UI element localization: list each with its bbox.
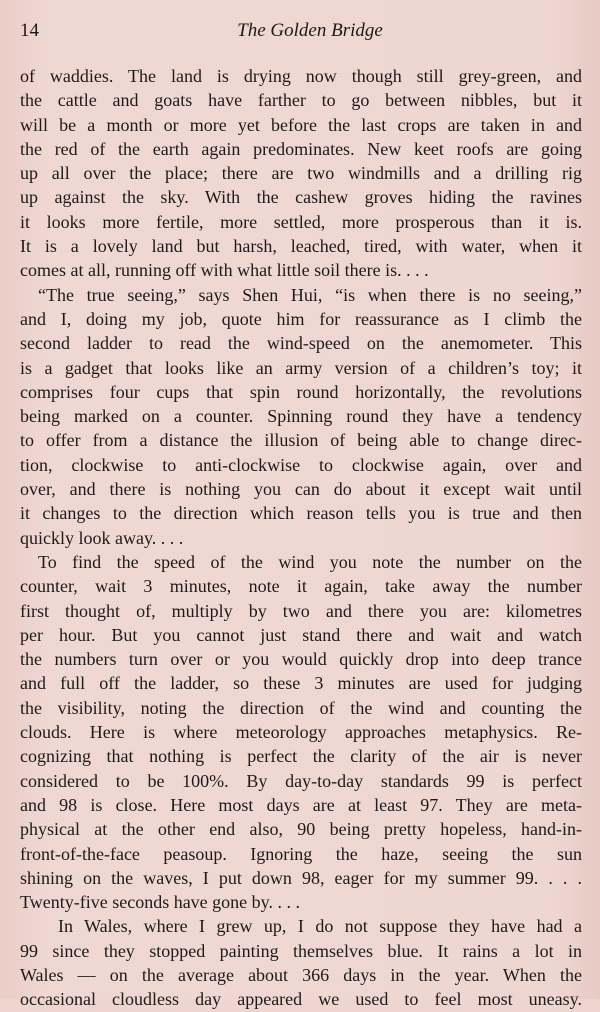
text-line: shining on the waves, I put down 98, eager for my summer 99. . . . (20, 867, 582, 888)
text-line: and I, doing my job, quote him for reassurance as I climb the (20, 308, 582, 329)
body-text (20, 64, 582, 1012)
page-header (20, 18, 580, 44)
text-line: up against the sky. With the cashew groves hiding the ravines (20, 187, 582, 208)
running-title: The Golden Bridge (237, 20, 383, 41)
text-line: considered to be 100%. By day-to-day standards 99 is perfect (20, 770, 582, 791)
text-line: the cattle and goats have farther to go between nibbles, but it (20, 90, 582, 111)
text-line: cognizing that nothing is perfect the clarity of the air is never (20, 746, 582, 767)
text-line: the red of the earth again predominates. New keet roofs are going (20, 138, 582, 159)
text-line: 99 since they stopped painting themselves blue. It rains a lot in (20, 940, 582, 961)
text-line: Twenty-five seconds have gone by. . . . (20, 892, 300, 913)
text-line: tion, clockwise to anti-clockwise to clockwise again, over and (20, 454, 582, 475)
text-line: clouds. Here is where meteorology approaches metaphysics. Re- (20, 722, 582, 743)
text-line: quickly look away. . . . (20, 527, 184, 548)
paragraph (20, 550, 582, 914)
text-line: counter, wait 3 minutes, note it again, take away the number (20, 576, 582, 597)
text-line: comes at all, running off with what little soil there is. . . . (20, 260, 429, 281)
text-line: the numbers turn over or you would quickly drop into deep trance (20, 649, 582, 670)
text-line: will be a month or more yet before the last crops are taken in and (20, 114, 582, 135)
text-line: over, and there is nothing you can do about it except wait until (20, 479, 582, 500)
text-line: and full off the ladder, so these 3 minutes are used for judging (20, 673, 582, 694)
text-line: physical at the other end also, 90 being pretty hopeless, hand-in- (20, 819, 582, 840)
paragraph (20, 283, 582, 550)
text-line: comprises four cups that spin round horizontally, the revolutions (20, 381, 582, 402)
text-line: In Wales, where I grew up, I do not suppose they have had a (58, 916, 582, 937)
text-line: per hour. But you cannot just stand there and wait and watch (20, 624, 582, 645)
text-line: of waddies. The land is drying now though still grey-green, and (20, 66, 582, 86)
page-number: 14 (20, 20, 39, 41)
text-line: up all over the place; there are two windmills and a drilling rig (20, 163, 582, 184)
text-line: “The true seeing,” says Shen Hui, “is when there is no seeing,” (38, 284, 582, 305)
paragraph (20, 914, 582, 1011)
text-line: it looks more fertile, more settled, more prosperous than it is. (20, 211, 582, 232)
text-line: second ladder to read the wind-speed on the anemometer. This (20, 333, 582, 354)
text-line: it changes to the direction which reason tells you is true and then (20, 503, 582, 524)
text-line: the visibility, noting the direction of the wind and counting the (20, 697, 582, 718)
text-line: and 98 is close. Here most days are at least 97. They are meta- (20, 794, 582, 815)
text-line: being marked on a counter. Spinning round they have a tendency (20, 406, 582, 427)
text-line: first thought of, multiply by two and there you are: kilometres (20, 600, 582, 621)
text-line: occasional cloudless day appeared we used to feel most uneasy. (20, 989, 582, 1010)
text-line: Wales — on the average about 366 days in the year. When the (20, 964, 582, 985)
text-line: front-of-the-face peasoup. Ignoring the haze, seeing the sun (20, 843, 582, 864)
text-line: to offer from a distance the illusion of being able to change direc- (20, 430, 582, 451)
text-line: To find the speed of the wind you note the number on the (38, 551, 582, 572)
text-line: It is a lovely land but harsh, leached, tired, with water, when it (20, 236, 582, 257)
text-line: is a gadget that looks like an army version of a children’s toy; it (20, 357, 582, 378)
paragraph (20, 64, 582, 283)
